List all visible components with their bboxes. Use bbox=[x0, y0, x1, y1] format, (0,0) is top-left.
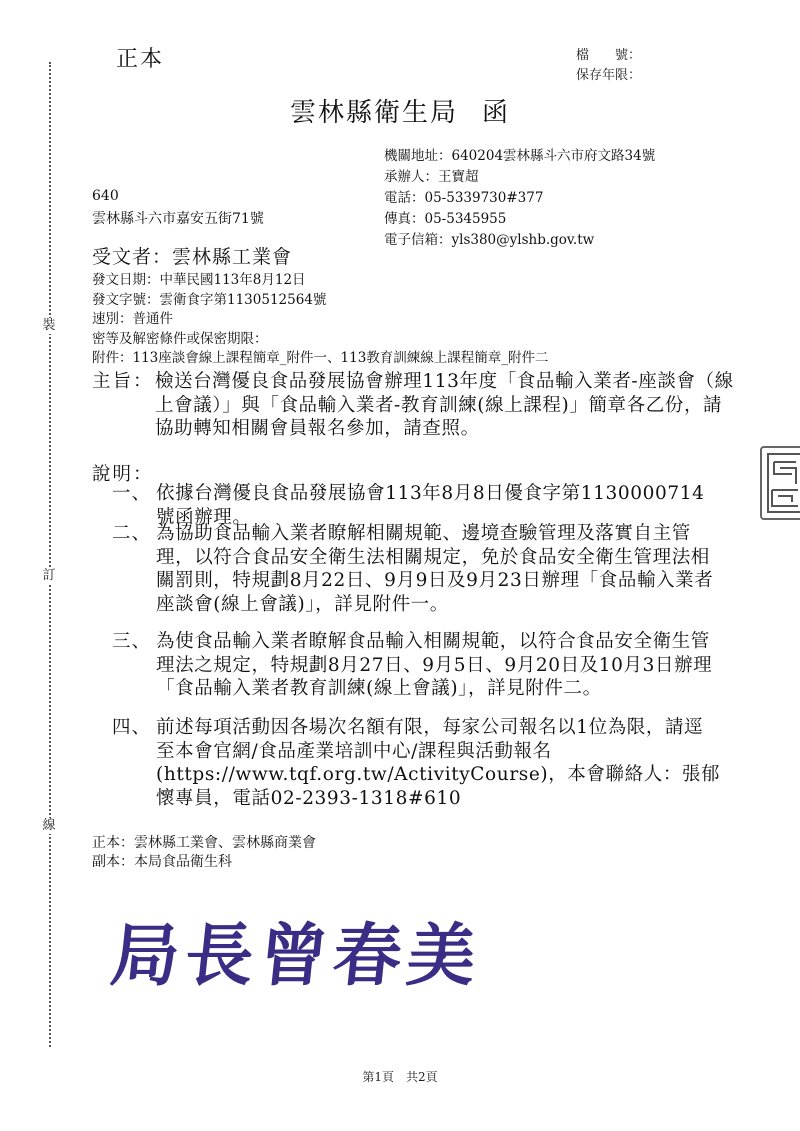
binding-mark-ding: 訂 bbox=[42, 568, 56, 583]
agency-address: 機關地址：640204雲林縣斗六市府文路34號 bbox=[384, 148, 656, 164]
page-number: 第1頁 共2頁 bbox=[362, 1070, 438, 1084]
contact-person: 承辦人：王寶超 bbox=[384, 169, 479, 185]
binding-mark-zhuang: 裝 bbox=[42, 318, 56, 333]
subject-text: 檢送台灣優良食品發展協會辦理113年度「食品輸入業者-座談會（線上會議）」與「食品輸入業者-教育訓練(線上課程)」簡章各乙份，請協助轉知相關會員報名參加，請查照。 bbox=[155, 371, 734, 439]
document-meta bbox=[92, 271, 549, 369]
director-signature-stamp: 局長曾春美 bbox=[107, 916, 486, 996]
official-seal-icon bbox=[760, 446, 800, 520]
org-name: 雲林縣衛生局 bbox=[289, 98, 458, 128]
email-address: 電子信箱：yls380@ylshb.gov.tw bbox=[384, 232, 595, 248]
document-number: 發文字號：雲衛食字第1130512564號 bbox=[92, 291, 327, 308]
document-title bbox=[0, 92, 800, 129]
security-level: 密等及解密條件或保密期限： bbox=[92, 330, 268, 347]
document-type: 函 bbox=[482, 98, 511, 128]
item-number: 二、 bbox=[112, 523, 152, 544]
binding-mark-xian: 線 bbox=[42, 818, 56, 833]
item-number: 三、 bbox=[112, 631, 152, 652]
archive-info bbox=[576, 46, 641, 86]
agency-contact-block bbox=[384, 146, 655, 251]
explanation-label: 說明： bbox=[92, 464, 154, 485]
distribution-list bbox=[92, 834, 316, 872]
recipient-address: 雲林縣斗六市嘉安五街71號 bbox=[92, 211, 264, 227]
phone-number: 電話：05-5339730#377 bbox=[384, 190, 544, 206]
item-text: 依據台灣優良食品發展協會113年8月8日優食字第1130000714號函辦理。 bbox=[156, 483, 705, 528]
item-text: 為協助食品輸入業者瞭解相關規範、邊境查驗管理及落實自主管理，以符合食品安全衛生法相關規定，免於食品安全衛生管理法相關罰則，特規劃8月22日、9月9日及9月23日辦理「食品輸入業者座談會(線上會議)」，詳見附件一。 bbox=[156, 523, 714, 615]
item-text: 為使食品輸入業者瞭解食品輸入相關規範，以符合食品安全衛生管理法之規定，特規劃8月27日、9月5日、9月20日及10月3日辦理「食品輸入業者教育訓練(線上會議)」，詳見附件二。 bbox=[156, 631, 713, 699]
item-number: 一、 bbox=[112, 483, 152, 504]
item-text: 前述每項活動因各場次名額有限，每家公司報名以1位為限，請逕至本會官網/食品產業培訓中心/課程與活動報名(https://www.tqf.org.tw/ActivityCourse)，本會聯絡人：張郁懷專員，電話02-2393-1318#610 bbox=[156, 717, 721, 809]
item-number: 四、 bbox=[112, 717, 152, 738]
copy-recipients: 副本：本局食品衛生科 bbox=[92, 854, 232, 870]
delivery-speed: 速別：普通件 bbox=[92, 311, 173, 328]
recipient: 受文者：雲林縣工業會 bbox=[92, 246, 293, 268]
archive-number-label: 檔 號： bbox=[576, 48, 642, 63]
recipient-zip: 640 bbox=[92, 188, 119, 204]
original-recipients: 正本：雲林縣工業會、雲林縣商業會 bbox=[92, 835, 316, 851]
retention-period-label: 保存年限： bbox=[576, 68, 642, 83]
fax-number: 傳真：05-5345955 bbox=[384, 211, 507, 227]
binding-line bbox=[49, 62, 51, 1047]
copy-mark: 正本 bbox=[116, 47, 165, 72]
subject-label: 主旨： bbox=[92, 371, 154, 392]
issue-date: 發文日期：中華民國113年8月12日 bbox=[92, 272, 306, 288]
attachments: 附件：113座談會線上課程簡章_附件一、113教育訓練線上課程簡章_附件二 bbox=[92, 350, 549, 367]
